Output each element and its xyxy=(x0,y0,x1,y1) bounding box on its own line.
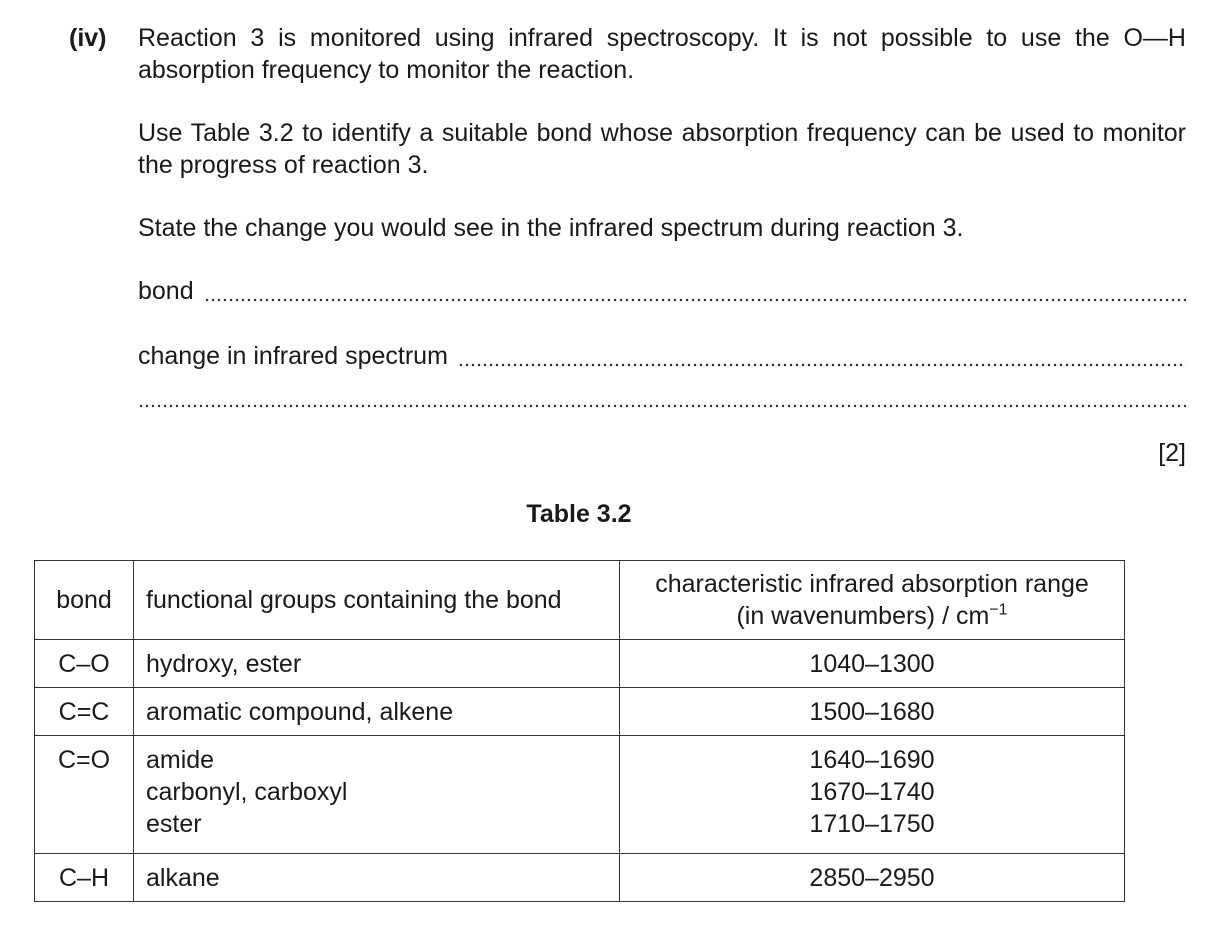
groups-cell: aromatic compound, alkene xyxy=(134,688,620,736)
range-cell: 2850–2950 xyxy=(620,854,1125,902)
table-row xyxy=(35,854,1125,902)
range-item: 1640–1690 xyxy=(809,746,935,774)
question-instruction: Use Table 3.2 to identify a suitable bond whose absorption frequency can be used to monitor the progress of reaction 3. xyxy=(138,119,1186,179)
range-item: 1710–1750 xyxy=(809,810,935,838)
header-bond: bond xyxy=(35,561,134,640)
range-cell: 1040–1300 xyxy=(620,640,1125,688)
table-row xyxy=(35,688,1125,736)
change-answer-line[interactable] xyxy=(458,363,1186,367)
question-number: (iv) xyxy=(69,24,107,52)
group-item: carbonyl, carboxyl xyxy=(146,778,348,806)
bond-answer-label: bond xyxy=(138,277,194,305)
group-item: ester xyxy=(146,810,202,838)
table-title: Table 3.2 xyxy=(526,500,632,528)
range-cell: 1500–1680 xyxy=(620,688,1125,736)
header-groups: functional groups containing the bond xyxy=(134,561,620,640)
question-intro: Reaction 3 is monitored using infrared spectroscopy. It is not possible to use the O—H absorption frequency to monitor the reaction. xyxy=(138,24,1186,84)
groups-cell xyxy=(134,736,620,854)
header-range xyxy=(620,561,1125,640)
bond-cell: C=O xyxy=(35,736,134,854)
table-header-row xyxy=(35,561,1125,640)
range-item: 1670–1740 xyxy=(809,778,935,806)
header-range-line1: characteristic infrared absorption range xyxy=(655,570,1089,598)
bond-answer-line[interactable] xyxy=(204,298,1186,302)
question-prompt: State the change you would see in the infrared spectrum during reaction 3. xyxy=(138,214,964,242)
table-row xyxy=(35,736,1125,854)
bond-cell: C–H xyxy=(35,854,134,902)
bond-answer-row[interactable] xyxy=(138,275,1186,307)
table-row xyxy=(35,640,1125,688)
bond-cell: C=C xyxy=(35,688,134,736)
range-cell xyxy=(620,736,1125,854)
change-answer-row[interactable] xyxy=(138,340,1186,372)
change-answer-label: change in infrared spectrum xyxy=(138,342,448,370)
change-answer-row-2[interactable] xyxy=(138,404,1186,413)
change-answer-line-2[interactable] xyxy=(138,404,1186,408)
header-range-line2: (in wavenumbers) / $cm^{-1}$ xyxy=(736,601,1008,630)
marks-indicator: [2] xyxy=(1158,439,1186,467)
ir-absorption-table xyxy=(34,560,1125,902)
bond-cell: C–O xyxy=(35,640,134,688)
groups-cell: hydroxy, ester xyxy=(134,640,620,688)
group-item: amide xyxy=(146,746,215,774)
groups-cell: alkane xyxy=(134,854,620,902)
header-range-sup: −1 xyxy=(989,601,1008,619)
